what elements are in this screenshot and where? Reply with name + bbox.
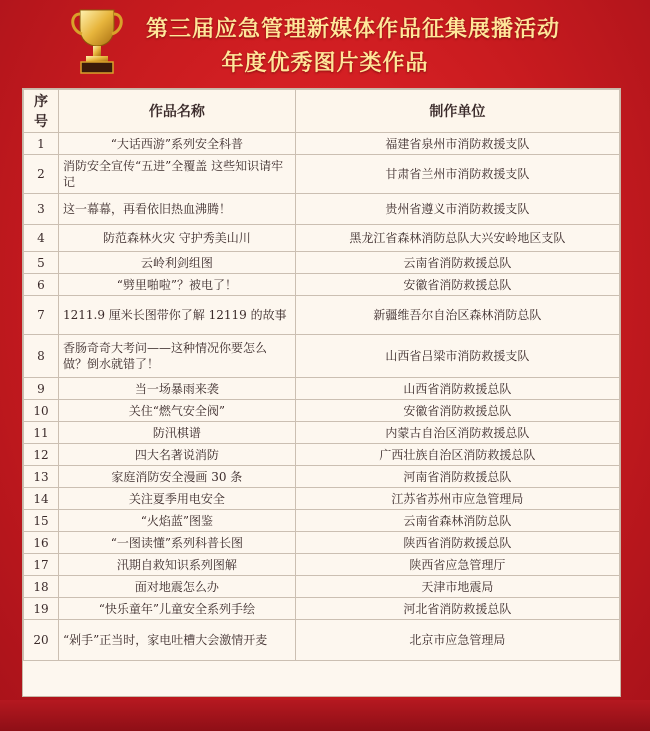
producer-unit: 广西壮族自治区消防救援总队 xyxy=(295,444,619,466)
work-name: 香肠奇奇大考问——这种情况你要怎么做？倒水就错了！ xyxy=(58,335,295,378)
work-name: “一图读懂”系列科普长图 xyxy=(58,532,295,554)
producer-unit: 江苏省苏州市应急管理局 xyxy=(295,488,619,510)
row-number: 18 xyxy=(24,576,59,598)
table-row xyxy=(24,252,620,274)
page-subtitle: 年度优秀图片类作品 xyxy=(221,51,429,76)
producer-unit: 贵州省遵义市消防救援支队 xyxy=(295,194,619,225)
producer-unit: 甘肃省兰州市消防救援支队 xyxy=(295,155,619,194)
table-row xyxy=(24,576,620,598)
row-number: 8 xyxy=(24,335,59,378)
producer-unit: 安徽省消防救援总队 xyxy=(295,400,619,422)
work-name: 关注夏季用电安全 xyxy=(58,488,295,510)
work-name: 四大名著说消防 xyxy=(58,444,295,466)
table-row xyxy=(24,532,620,554)
row-number: 1 xyxy=(24,133,59,155)
table-row xyxy=(24,155,620,194)
producer-unit: 云南省消防救援总队 xyxy=(295,252,619,274)
table-row xyxy=(24,598,620,620)
producer-unit: 新疆维吾尔自治区森林消防总队 xyxy=(295,296,619,335)
work-name: “劈里啪啦”？被电了！ xyxy=(58,274,295,296)
producer-unit: 云南省森林消防总队 xyxy=(295,510,619,532)
header-producer: 制作单位 xyxy=(295,90,619,133)
work-name: 关住“燃气安全阀” xyxy=(58,400,295,422)
table-row xyxy=(24,378,620,400)
row-number: 5 xyxy=(24,252,59,274)
table-row xyxy=(24,466,620,488)
work-name: 当一场暴雨来袭 xyxy=(58,378,295,400)
table-header-row xyxy=(24,90,620,133)
row-number: 3 xyxy=(24,194,59,225)
works-table xyxy=(22,88,621,697)
row-number: 10 xyxy=(24,400,59,422)
row-number: 13 xyxy=(24,466,59,488)
work-name: 防汛棋谱 xyxy=(58,422,295,444)
header-number: 序号 xyxy=(24,90,59,133)
row-number: 6 xyxy=(24,274,59,296)
work-name: “火焰蓝”图鉴 xyxy=(58,510,295,532)
row-number: 4 xyxy=(24,225,59,252)
producer-unit: 福建省泉州市消防救援支队 xyxy=(295,133,619,155)
work-name: 家庭消防安全漫画 30 条 xyxy=(58,466,295,488)
row-number: 20 xyxy=(24,620,59,661)
work-name: 汛期自救知识系列图解 xyxy=(58,554,295,576)
work-name: 消防安全宣传“五进”全覆盖 这些知识请牢记 xyxy=(58,155,295,194)
row-number: 12 xyxy=(24,444,59,466)
row-number: 9 xyxy=(24,378,59,400)
table-row xyxy=(24,620,620,661)
page-title: 第三届应急管理新媒体作品征集展播活动 xyxy=(145,17,560,42)
producer-unit: 山西省消防救援总队 xyxy=(295,378,619,400)
work-name: 面对地震怎么办 xyxy=(58,576,295,598)
table-row xyxy=(24,335,620,378)
header-work-name: 作品名称 xyxy=(58,90,295,133)
table-row xyxy=(24,444,620,466)
table-row xyxy=(24,194,620,225)
producer-unit: 陕西省消防救援总队 xyxy=(295,532,619,554)
work-name: “大话西游”系列安全科普 xyxy=(58,133,295,155)
row-number: 19 xyxy=(24,598,59,620)
row-number: 17 xyxy=(24,554,59,576)
table-row xyxy=(24,488,620,510)
producer-unit: 安徽省消防救援总队 xyxy=(295,274,619,296)
producer-unit: 内蒙古自治区消防救援总队 xyxy=(295,422,619,444)
row-number: 2 xyxy=(24,155,59,194)
footer-band xyxy=(0,700,650,731)
table-row xyxy=(24,133,620,155)
work-name: “剁手”正当时，家电吐槽大会激情开麦 xyxy=(58,620,295,661)
producer-unit: 北京市应急管理局 xyxy=(295,620,619,661)
producer-unit: 天津市地震局 xyxy=(295,576,619,598)
row-number: 7 xyxy=(24,296,59,335)
table-row xyxy=(24,225,620,252)
producer-unit: 河南省消防救援总队 xyxy=(295,466,619,488)
table-row xyxy=(24,296,620,335)
table-row xyxy=(24,554,620,576)
producer-unit: 山西省吕梁市消防救援支队 xyxy=(295,335,619,378)
work-name: 1211.9 厘米长图带你了解 12119 的故事 xyxy=(58,296,295,335)
row-number: 14 xyxy=(24,488,59,510)
work-name: “快乐童年”儿童安全系列手绘 xyxy=(58,598,295,620)
producer-unit: 黑龙江省森林消防总队大兴安岭地区支队 xyxy=(295,225,619,252)
work-name: 这一幕幕，再看依旧热血沸腾！ xyxy=(58,194,295,225)
table-row xyxy=(24,274,620,296)
work-name: 云岭利剑组图 xyxy=(58,252,295,274)
producer-unit: 河北省消防救援总队 xyxy=(295,598,619,620)
row-number: 11 xyxy=(24,422,59,444)
table-row xyxy=(24,422,620,444)
producer-unit: 陕西省应急管理厅 xyxy=(295,554,619,576)
row-number: 15 xyxy=(24,510,59,532)
table-row xyxy=(24,510,620,532)
header xyxy=(0,0,650,84)
work-name: 防范森林火灾 守护秀美山川 xyxy=(58,225,295,252)
table-row xyxy=(24,400,620,422)
row-number: 16 xyxy=(24,532,59,554)
